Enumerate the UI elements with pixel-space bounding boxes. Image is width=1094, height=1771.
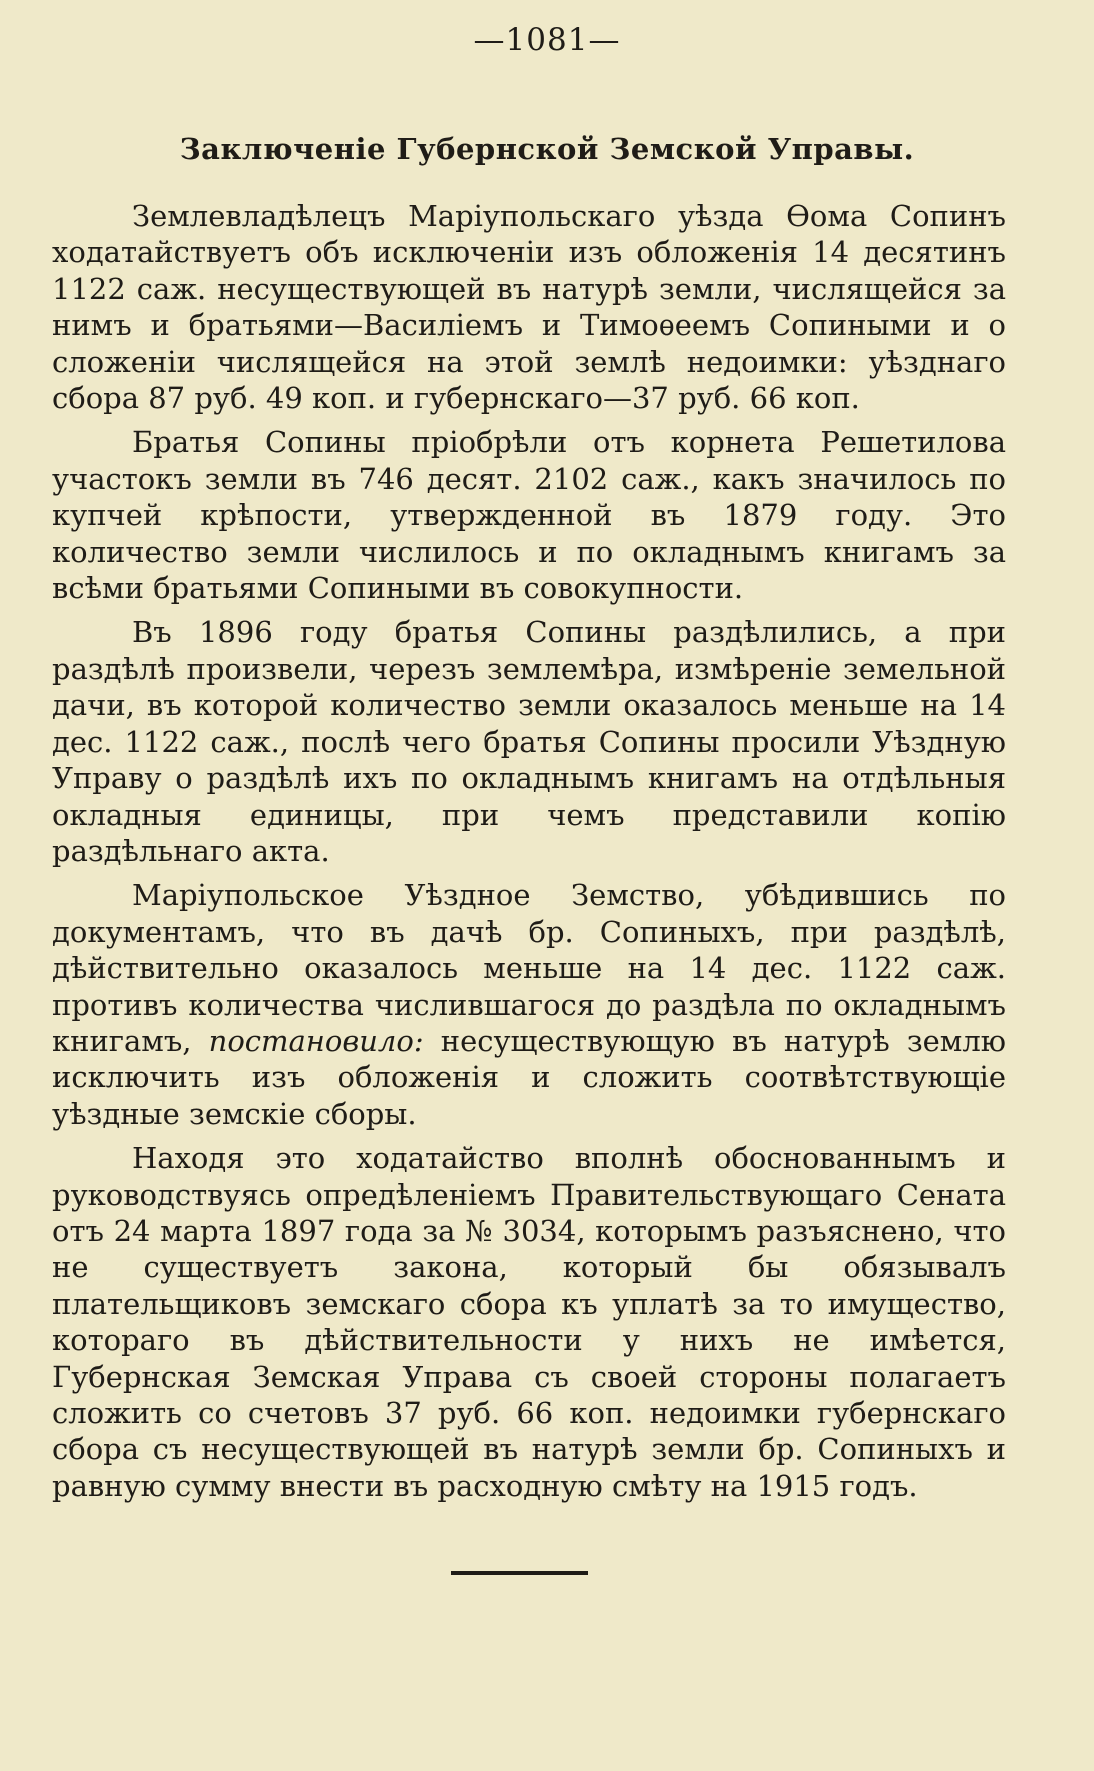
page-number: —1081—	[473, 22, 621, 58]
paragraph-4-text-after: несуществующую въ натурѣ землю исключить изъ обложенiя и сложить соотвѣтствующiе уѣздные земскiе сборы.	[52, 1023, 1007, 1131]
section-heading: Заключенiе Губернской Земской Управы.	[179, 132, 915, 166]
paragraph-3: Въ 1896 году братья Сопины раздѣлились, а при раздѣлѣ произвели, черезъ землемѣра, измѣренiе земельной дачи, въ которой количество земли оказалось меньше на 14 дес. 1122 саж., послѣ чего братья Сопины просили Уѣздную Управу о раздѣлѣ ихъ по окладнымъ книгамъ на отдѣльныя окладныя единицы, при чемъ представили копiю раздѣльнаго акта.	[52, 615, 1006, 868]
paragraph-5: Находя это ходатайство вполнѣ обоснованнымъ и руководствуясь опредѣленiемъ Правительствующаго Сената отъ 24 марта 1897 года за № 3034, которымъ разъяснено, что не существуетъ закона, который бы обязывалъ плательщиковъ земскаго сбора къ уплатѣ за то имущество, котораго въ дѣйствительности у нихъ не имѣется, Губернская Земская Управа съ своей стороны полагаетъ сложить со счетовъ 37 руб. 66 коп. недоимки губернскаго сбора съ несуществующей въ натурѣ земли бр. Сопиныхъ и равную сумму внести въ расходную смѣту на 1915 годъ.	[52, 1141, 1006, 1503]
paragraph-1: Землевладѣлецъ Марiупольскаго уѣзда Ѳома Сопинъ ходатайствуетъ объ исключенiи изъ обложенiя 14 десятинъ 1122 саж. несуществующей въ натурѣ земли, числящейся за нимъ и братьями—Василiемъ и Тимоѳеемъ Сопиными и о сложенiи числящейся на этой землѣ недоимки: уѣзднаго сбора 87 руб. 49 коп. и губернскаго—37 руб. 66 коп.	[52, 199, 1006, 416]
paragraph-4-emphasis: постановило:	[208, 1023, 424, 1058]
end-rule	[451, 1571, 588, 1575]
paragraph-2: Братья Сопины прiобрѣли отъ корнета Решетилова участокъ земли въ 746 десят. 2102 саж., какъ значилось по купчей крѣпости, утвержденной въ 1879 году. Это количество земли числилось и по окладнымъ книгамъ за всѣми братьями Сопиными въ совокупности.	[52, 425, 1006, 606]
paragraph-4-text-before: Марiупольское Уѣздное Земство, убѣдившись по документамъ, что въ дачѣ бр. Сопиныхъ, при раздѣлѣ, дѣйствительно оказалось меньше на 14 дес. 1122 саж. противъ количества числившагося до раздѣла по окладнымъ книгамъ,	[52, 878, 1006, 1058]
body-text	[52, 198, 1006, 1504]
paragraph-4	[52, 877, 1006, 1132]
